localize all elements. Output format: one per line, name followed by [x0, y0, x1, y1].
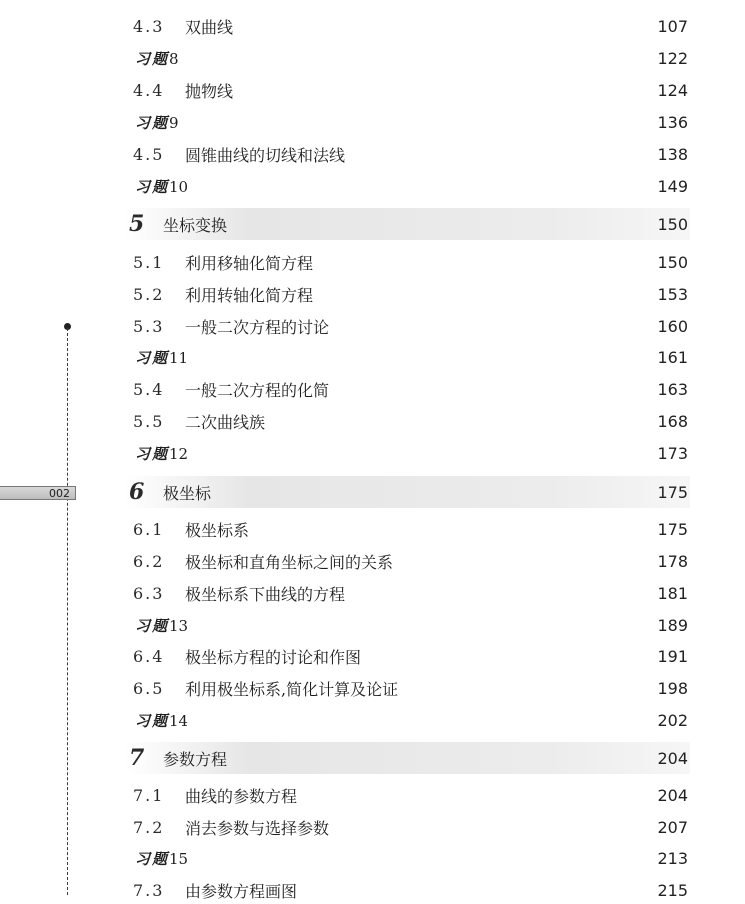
toc-page-number: 150 — [657, 214, 688, 234]
toc-section-row[interactable] — [125, 547, 690, 575]
section-number: 7.1 — [133, 785, 165, 805]
section-number: 5.1 — [133, 252, 165, 272]
toc-section-row[interactable] — [125, 248, 690, 276]
toc-page-number: 178 — [657, 551, 688, 571]
toc-page-number: 202 — [657, 710, 688, 730]
exercise-number: 9 — [169, 113, 179, 132]
exercise-label: 习题 — [135, 616, 170, 635]
section-title: 利用极坐标系,简化计算及论证 — [185, 679, 399, 699]
toc-page-number: 175 — [657, 482, 688, 502]
section-number: 5.3 — [133, 316, 165, 336]
toc-page-number: 207 — [657, 817, 688, 837]
toc-page-number: 198 — [657, 678, 688, 698]
section-title: 利用移轴化简方程 — [185, 253, 314, 273]
section-number: 6.5 — [133, 678, 165, 698]
toc-page-number: 215 — [657, 880, 688, 900]
chapter-number: 7 — [129, 745, 145, 771]
toc-section-row[interactable] — [125, 407, 690, 435]
toc-section-row[interactable] — [125, 642, 690, 670]
exercise-number: 12 — [169, 444, 189, 463]
section-number: 6.2 — [133, 551, 165, 571]
toc-chapter-row[interactable] — [125, 208, 690, 240]
exercise-label: 习题 — [135, 348, 170, 367]
toc-page-number: 124 — [657, 80, 688, 100]
section-number: 5.2 — [133, 284, 165, 304]
toc-exercise-row[interactable] — [125, 439, 690, 467]
toc-page-number: 189 — [657, 615, 688, 635]
section-title: 消去参数与选择参数 — [185, 818, 330, 838]
toc-exercise-title — [125, 176, 628, 197]
toc-page-number: 175 — [657, 519, 688, 539]
toc-exercise-row[interactable] — [125, 108, 690, 136]
chapter-title: 坐标变换 — [163, 215, 228, 235]
toc-page-number: 160 — [657, 316, 688, 336]
toc-page-number: 191 — [657, 646, 688, 666]
exercise-number: 8 — [169, 49, 179, 68]
exercise-number: 14 — [169, 711, 189, 730]
chapter-number: 5 — [129, 211, 145, 237]
toc-section-row[interactable] — [125, 12, 690, 40]
toc-page-number: 136 — [657, 112, 688, 132]
toc-chapter-row[interactable] — [125, 742, 690, 774]
toc-chapter-row[interactable] — [125, 476, 690, 508]
section-number: 4.5 — [133, 144, 165, 164]
exercise-number: 13 — [169, 616, 189, 635]
toc-exercise-title — [125, 615, 628, 636]
chapter-title: 参数方程 — [163, 749, 228, 769]
section-title: 双曲线 — [185, 17, 234, 37]
section-title: 极坐标和直角坐标之间的关系 — [185, 552, 394, 572]
toc-exercise-title — [125, 347, 628, 368]
toc-section-row[interactable] — [125, 813, 690, 841]
toc-section-row[interactable] — [125, 781, 690, 809]
exercise-label: 习题 — [135, 49, 170, 68]
exercise-number: 15 — [169, 849, 189, 868]
toc-exercise-row[interactable] — [125, 44, 690, 72]
toc-section-row[interactable] — [125, 674, 690, 702]
section-number: 6.3 — [133, 583, 165, 603]
toc-page-number: 204 — [657, 785, 688, 805]
section-number: 7.3 — [133, 880, 165, 900]
section-title: 极坐标系 — [185, 520, 250, 540]
section-title: 极坐标系下曲线的方程 — [185, 584, 346, 604]
toc-exercise-row[interactable] — [125, 343, 690, 371]
toc-page-number: 138 — [657, 144, 688, 164]
section-number: 7.2 — [133, 817, 165, 837]
toc-section-row[interactable] — [125, 375, 690, 403]
toc-exercise-title — [125, 112, 628, 133]
chapter-title: 极坐标 — [163, 483, 212, 503]
toc-page-number: 163 — [657, 379, 688, 399]
exercise-label: 习题 — [135, 444, 170, 463]
toc-section-row[interactable] — [125, 280, 690, 308]
toc-page-number: 204 — [657, 748, 688, 768]
section-number: 6.1 — [133, 519, 165, 539]
section-title: 一般二次方程的讨论 — [185, 317, 330, 337]
toc-exercise-row[interactable] — [125, 611, 690, 639]
section-title: 一般二次方程的化简 — [185, 380, 330, 400]
toc-exercise-title — [125, 48, 628, 69]
toc-exercise-title — [125, 443, 628, 464]
exercise-number: 11 — [169, 348, 189, 367]
section-number: 4.4 — [133, 80, 165, 100]
toc-section-row[interactable] — [125, 579, 690, 607]
toc-page-number: 173 — [657, 443, 688, 463]
section-number: 5.5 — [133, 411, 165, 431]
toc-exercise-row[interactable] — [125, 172, 690, 200]
toc-section-row[interactable] — [125, 312, 690, 340]
exercise-label: 习题 — [135, 849, 170, 868]
toc-exercise-row[interactable] — [125, 844, 690, 872]
toc-page-number: 213 — [657, 848, 688, 868]
section-title: 极坐标方程的讨论和作图 — [185, 647, 362, 667]
toc-exercise-title — [125, 848, 628, 869]
section-title: 曲线的参数方程 — [185, 786, 298, 806]
section-title: 圆锥曲线的切线和法线 — [185, 145, 346, 165]
toc-page-number: 153 — [657, 284, 688, 304]
toc-section-row[interactable] — [125, 876, 690, 904]
toc-section-row[interactable] — [125, 76, 690, 104]
exercise-label: 习题 — [135, 177, 170, 196]
toc-page-number: 150 — [657, 252, 688, 272]
toc-exercise-row[interactable] — [125, 706, 690, 734]
toc-page-number: 107 — [657, 16, 688, 36]
section-number: 4.3 — [133, 16, 165, 36]
exercise-number: 10 — [169, 177, 189, 196]
page-number: 002 — [49, 487, 70, 500]
section-title: 利用转轴化简方程 — [185, 285, 314, 305]
toc-page-number: 161 — [657, 347, 688, 367]
toc-page-number: 181 — [657, 583, 688, 603]
section-title: 二次曲线族 — [185, 412, 266, 432]
toc-section-row[interactable] — [125, 140, 690, 168]
toc-page-number: 122 — [657, 48, 688, 68]
section-title: 抛物线 — [185, 81, 234, 101]
toc-section-row[interactable] — [125, 515, 690, 543]
section-number: 5.4 — [133, 379, 165, 399]
toc-exercise-title — [125, 710, 628, 731]
toc-page-number: 149 — [657, 176, 688, 196]
exercise-label: 习题 — [135, 711, 170, 730]
section-number: 6.4 — [133, 646, 165, 666]
chapter-number: 6 — [129, 479, 145, 505]
toc-page-number: 168 — [657, 411, 688, 431]
section-title: 由参数方程画图 — [185, 881, 298, 901]
exercise-label: 习题 — [135, 113, 170, 132]
